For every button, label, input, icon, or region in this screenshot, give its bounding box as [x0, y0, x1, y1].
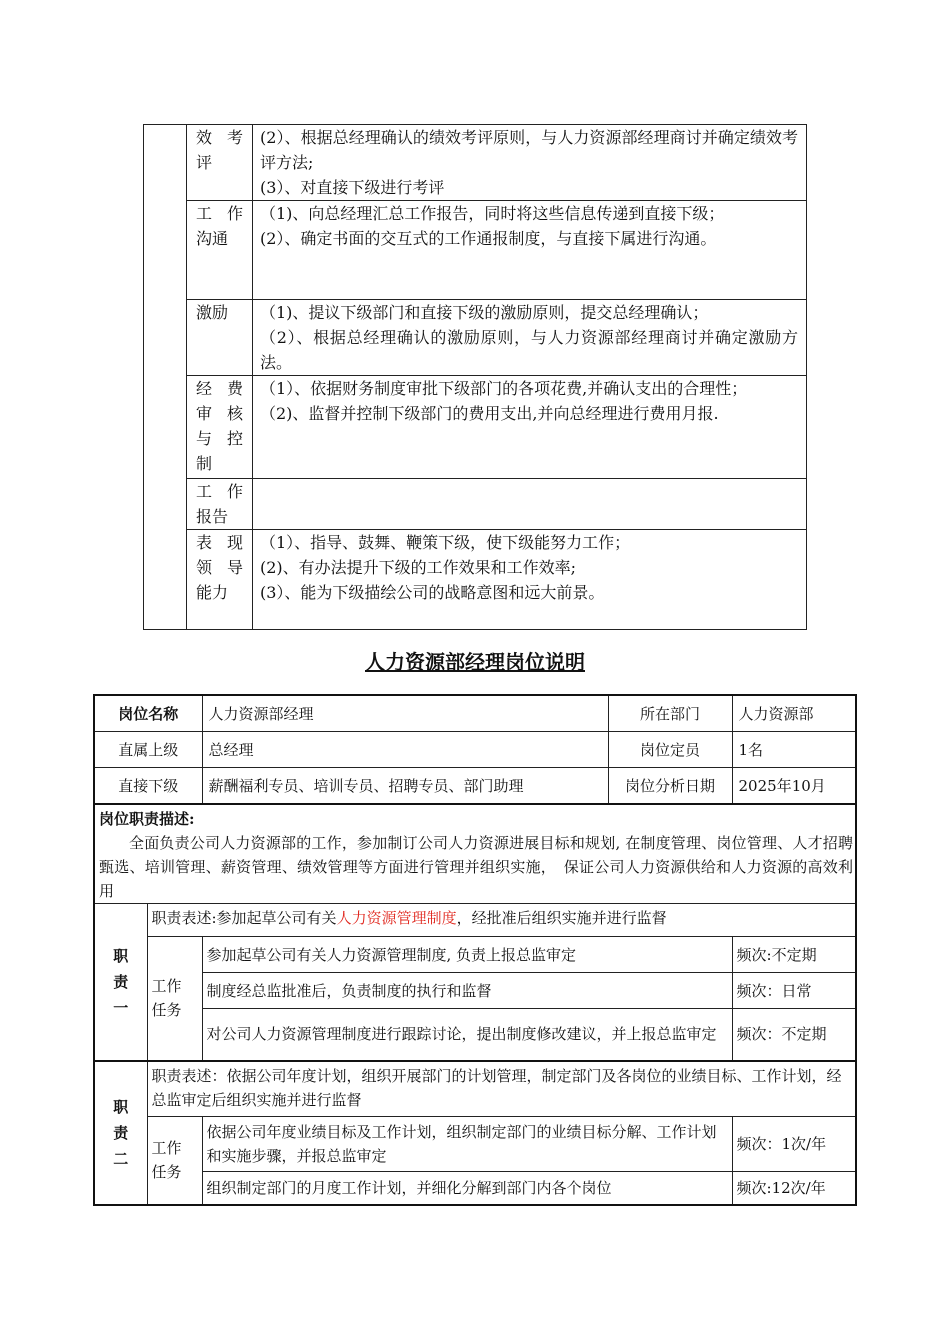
- table-row: [144, 530, 807, 630]
- table-row: [94, 695, 856, 732]
- continuation-table: [143, 124, 807, 630]
- task-label: 工作 任务: [147, 937, 202, 1061]
- table-row: [94, 732, 856, 768]
- task-label: 工作 任务: [147, 1116, 202, 1205]
- duty-statement: 职责表述:参加起草公司有关人力资源管理制度，经批准后组织实施并进行监督: [147, 904, 856, 937]
- duty-two-label: 职 责 二: [94, 1061, 147, 1206]
- page-title: 人力资源部经理岗位说明: [365, 650, 585, 674]
- task-frequency: 频次：1次/年: [732, 1116, 856, 1171]
- job-description-table: [93, 694, 857, 1206]
- table-row: [94, 768, 856, 805]
- table-row: [144, 479, 807, 530]
- table-row: [94, 1116, 856, 1171]
- row-label: 效 考 评: [187, 125, 253, 201]
- department-value: 人力资源部: [732, 695, 856, 732]
- position-name-label: 岗位名称: [94, 695, 202, 732]
- table-row: [144, 125, 807, 201]
- row-content-empty: [253, 479, 807, 530]
- task-frequency: 频次：不定期: [732, 1009, 856, 1061]
- row-content: （1)、提议下级部门和直接下级的激励原则，提交总经理确认； （2）、根据总经理确认的激励原则，与人力资源部经理商讨并确定激励方法。: [253, 300, 807, 376]
- position-name-value: 人力资源部经理: [202, 695, 608, 732]
- table-row: [94, 804, 856, 904]
- task-text: 组织制定部门的月度工作计划，并细化分解到部门内各个岗位: [202, 1171, 732, 1205]
- row-label: 工 作 沟通: [187, 201, 253, 300]
- row-content: (2）、根据总经理确认的绩效考评原则，与人力资源部经理商讨并确定绩效考评方法; (3）、对直接下级进行考评: [253, 125, 807, 201]
- headcount-value: 1名: [732, 732, 856, 768]
- analysis-date-value: 2025年10月: [732, 768, 856, 805]
- table-row: [94, 973, 856, 1009]
- description-label: 岗位职责描述:: [99, 810, 195, 828]
- table-row: [144, 376, 807, 479]
- table-row: [144, 201, 807, 300]
- row-content: （1）、依据财务制度审批下级部门的各项花费,并确认支出的合理性； （2)、监督并控制下级部门的费用支出,并向总经理进行费用月报.: [253, 376, 807, 479]
- highlight-text: 人力资源管理制度: [336, 909, 457, 927]
- row-content: （1）、指导、鼓舞、鞭策下级，使下级能努力工作； (2)、有办法提升下级的工作效果和工作效率; (3）、能为下级描绘公司的战略意图和远大前景。: [253, 530, 807, 630]
- task-frequency: 频次:不定期: [732, 937, 856, 973]
- spanning-cell: [144, 125, 187, 630]
- analysis-date-label: 岗位分析日期: [608, 768, 732, 805]
- table-row: [94, 937, 856, 973]
- job-description: [94, 804, 856, 904]
- row-label: 工 作 报告: [187, 479, 253, 530]
- task-text: 制度经总监批准后，负责制度的执行和监督: [202, 973, 732, 1009]
- row-label: 经 费 审 核 与 控 制: [187, 376, 253, 479]
- subordinates-label: 直接下级: [94, 768, 202, 805]
- table-row: [94, 904, 856, 937]
- department-label: 所在部门: [608, 695, 732, 732]
- duty-one-label: 职 责 一: [94, 904, 147, 1061]
- table-row: [94, 1171, 856, 1205]
- duty-statement: 职责表述：依据公司年度计划，组织开展部门的计划管理，制定部门及各岗位的业绩目标、工作计划，经总监审定后组织实施并进行监督: [147, 1061, 856, 1117]
- row-label: 激励: [187, 300, 253, 376]
- task-text: 参加起草公司有关人力资源管理制度, 负责上报总监审定: [202, 937, 732, 973]
- task-text: 对公司人力资源管理制度进行跟踪讨论，提出制度修改建议，并上报总监审定: [202, 1009, 732, 1061]
- description-body: 全面负责公司人力资源部的工作，参加制订公司人力资源进展目标和规划, 在制度管理、岗位管理、人才招聘甄选、培训管理、薪资管理、绩效管理等方面进行管理并组织实施， 保证公司人力资源供给和人力资源的高效利用: [99, 834, 854, 900]
- task-text: 依据公司年度业绩目标及工作计划，组织制定部门的业绩目标分解、工作计划和实施步骤，并报总监审定: [202, 1116, 732, 1171]
- task-frequency: 频次:12次/年: [732, 1171, 856, 1205]
- row-content: （1)、向总经理汇总工作报告，同时将这些信息传递到直接下级； (2）、确定书面的交互式的工作通报制度，与直接下属进行沟通。: [253, 201, 807, 300]
- task-frequency: 频次：日常: [732, 973, 856, 1009]
- superior-value: 总经理: [202, 732, 608, 768]
- table-row: [94, 1009, 856, 1061]
- table-row: [144, 300, 807, 376]
- table-row: [94, 1061, 856, 1117]
- subordinates-value: 薪酬福利专员、培训专员、招聘专员、部门助理: [202, 768, 608, 805]
- superior-label: 直属上级: [94, 732, 202, 768]
- row-label: 表 现 领 导 能力: [187, 530, 253, 630]
- headcount-label: 岗位定员: [608, 732, 732, 768]
